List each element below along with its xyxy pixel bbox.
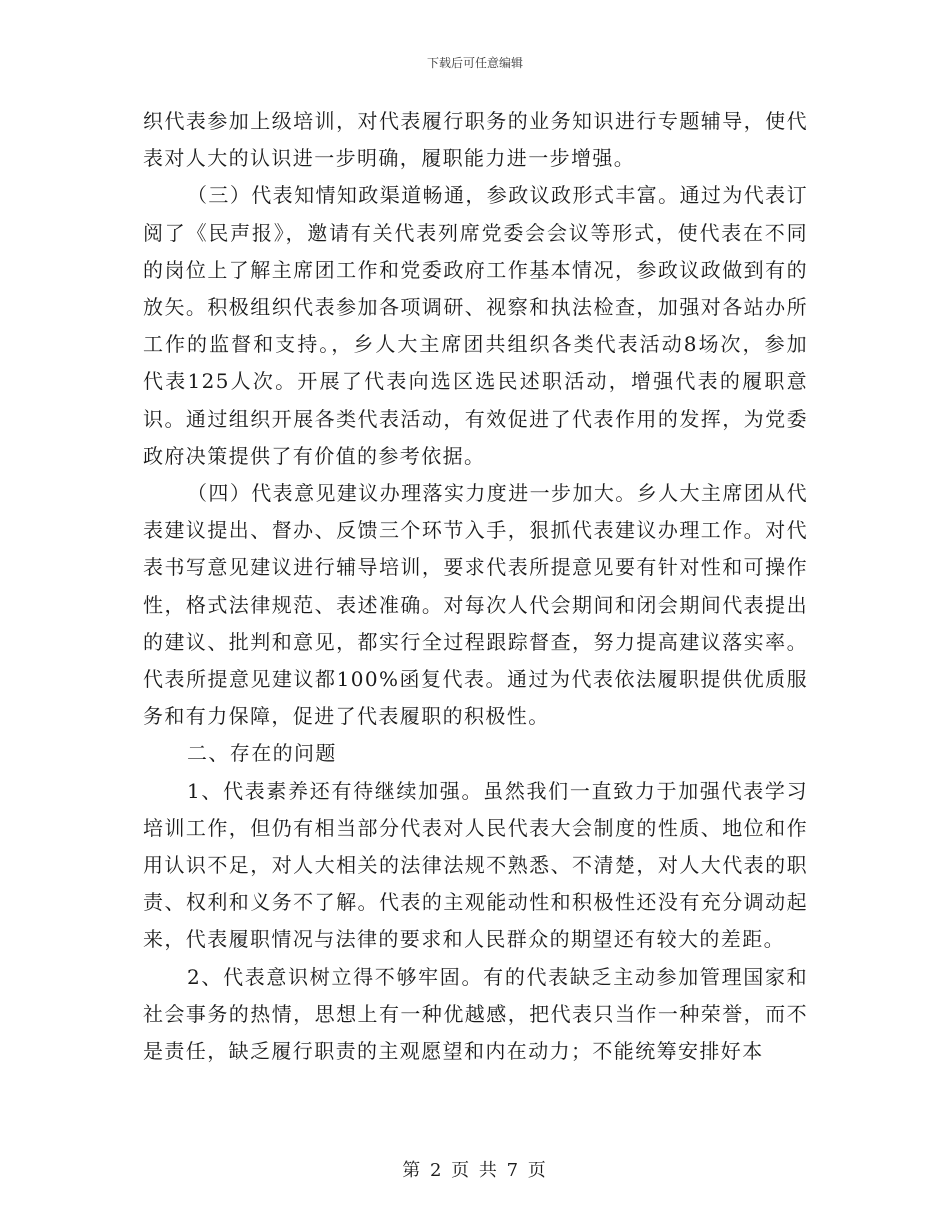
paragraph-problem-two: 2、代表意识树立得不够牢固。有的代表缺乏主动参加管理国家和社会事务的热情，思想上有一种优越感，把代表只当作一种荣誉，而不是责任，缺乏履行职责的主观愿望和内在动力；不能统筹安排好本 bbox=[143, 964, 808, 1064]
section-heading-problems: 二、存在的问题 bbox=[187, 741, 337, 766]
document-header-note: 下载后可任意编辑 bbox=[426, 56, 523, 70]
page-number-footer: 第 2 页 共 7 页 bbox=[402, 1160, 548, 1181]
paragraph-section-three: （三）代表知情知政渠道畅通，参政议政形式丰富。通过为代表订阅了《民声报》，邀请有关代表列席党委会会议等形式，使代表在不同的岗位上了解主席团工作和党委政府工作基本情况，参政议政做到有的放矢。积极组织代表参加各项调研、视察和执法检查，加强对各站办所工作的监督和支持。，乡人大主席团共组织各类代表活动8场次，参加代表125人次。开展了代表向选区选民述职活动，增强代表的履职意识。通过组织开展各类代表活动，有效促进了代表作用的发挥，为党委政府决策提供了有价值的参考依据。 bbox=[143, 183, 808, 468]
paragraph-section-four: （四）代表意见建议办理落实力度进一步加大。乡人大主席团从代表建议提出、督办、反馈三个环节入手，狠抓代表建议办理工作。对代表书写意见建议进行辅导培训，要求代表所提意见要有针对性和可操作性，格式法律规范、表述准确。对每次人代会期间和闭会期间代表提出的建议、批判和意见，都实行全过程跟踪督查，努力提高建议落实率。代表所提意见建议都100%函复代表。通过为代表依法履职提供优质服务和有力保障，促进了代表履职的积极性。 bbox=[143, 481, 808, 729]
paragraph-training-continuation: 织代表参加上级培训，对代表履行职务的业务知识进行专题辅导，使代表对人大的认识进一步明确，履职能力进一步增强。 bbox=[143, 109, 808, 171]
document-body bbox=[143, 103, 808, 1070]
paragraph-problem-one: 1、代表素养还有待继续加强。虽然我们一直致力于加强代表学习培训工作，但仍有相当部分代表对人民代表大会制度的性质、地位和作用认识不足，对人大相关的法律法规不熟悉、不清楚，对人大代表的职责、权利和义务不了解。代表的主观能动性和积极性还没有充分调动起来，代表履职情况与法律的要求和人民群众的期望还有较大的差距。 bbox=[143, 778, 808, 952]
